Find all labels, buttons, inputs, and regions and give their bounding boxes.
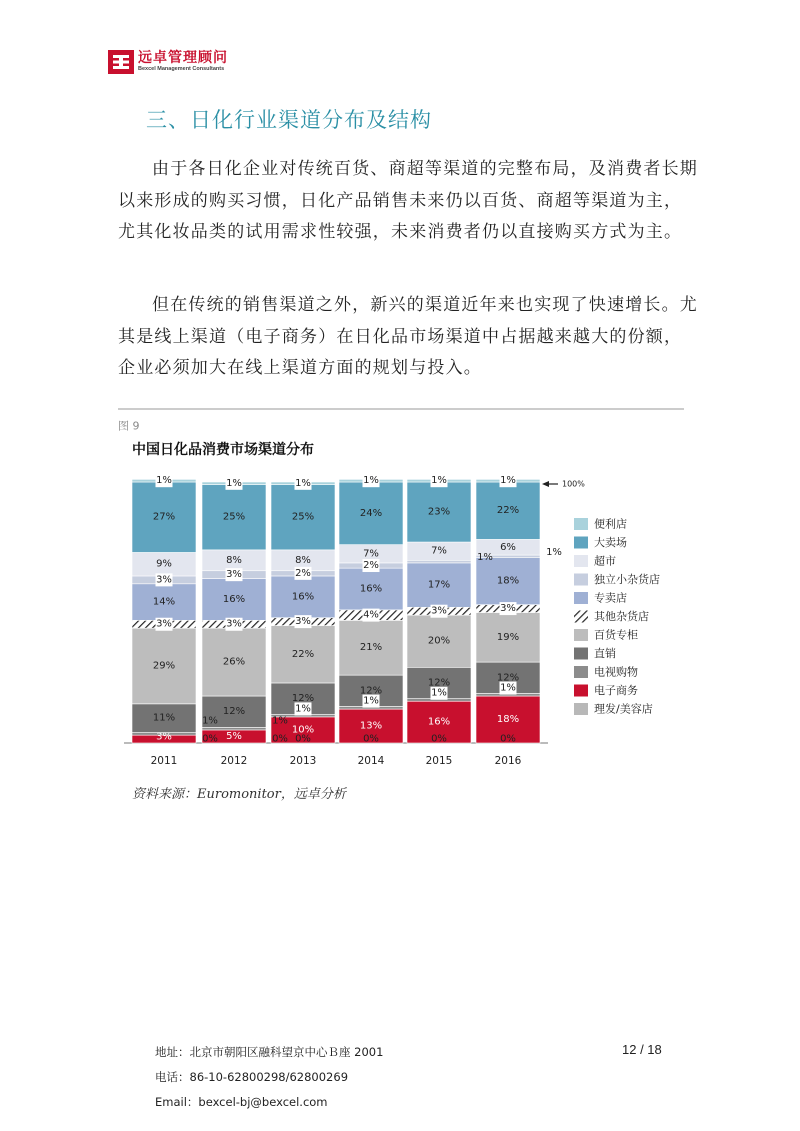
data-label-2014-9: 7% xyxy=(363,548,379,560)
data-label-2015-10: 23% xyxy=(427,506,451,518)
data-label-2013-8: 2% xyxy=(295,567,311,579)
data-label-2012-10: 25% xyxy=(222,511,246,523)
data-label-2015-8: 1% xyxy=(477,552,493,564)
legend-label-7: 百货专柜 xyxy=(594,628,638,642)
legend-swatch-9 xyxy=(574,666,588,678)
data-label-2014-2: 13% xyxy=(359,720,383,732)
data-label-2014-3: 1% xyxy=(363,695,379,707)
data-label-2012-5: 26% xyxy=(222,656,246,668)
data-label-2011-9: 9% xyxy=(156,558,172,570)
data-label-2012-6: 3% xyxy=(226,618,242,630)
section-title: 三、日化行业渠道分布及结构 xyxy=(146,108,432,132)
data-label-2012-11: 1% xyxy=(226,477,242,489)
data-label-2013-3: 1% xyxy=(295,703,311,715)
legend-swatch-7 xyxy=(574,629,588,641)
data-label-2016-7: 18% xyxy=(496,575,520,587)
figure-9 xyxy=(118,400,684,810)
data-label-2016-6: 3% xyxy=(500,603,516,615)
data-label-2015-4: 12% xyxy=(427,677,451,689)
data-label-2012-2: 5% xyxy=(226,730,242,742)
page-number: 12 / 18 xyxy=(622,1042,662,1057)
total-annotation: 100% xyxy=(562,479,585,489)
legend-swatch-2 xyxy=(574,537,588,549)
data-label-2014-11: 1% xyxy=(363,475,379,487)
paragraph-1: 由于各日化企业对传统百货、商超等渠道的完整布局，及消费者长期以来形成的购买习惯，日化产品销售未来仍以百货、商超等渠道为主，尤其化妆品类的试用需求性较强，未来消费者仍以直接购买方式为主。 xyxy=(118,159,698,242)
data-label-2011-5: 29% xyxy=(152,660,176,672)
legend-swatch-5 xyxy=(574,592,588,604)
data-label-2011-11: 1% xyxy=(156,475,172,487)
footer-address: 地址：北京市朝阳区融科望京中心Ｂ座 2001 xyxy=(155,1045,384,1059)
legend-label-6: 其他杂货店 xyxy=(594,610,649,623)
logo-icon xyxy=(108,50,134,74)
logo-english-name: Bexcel Management Consultants xyxy=(138,66,225,73)
data-label-2013-10: 25% xyxy=(291,511,315,523)
legend-label-3: 超市 xyxy=(594,554,616,568)
data-label-2012-1: 0% xyxy=(272,733,288,745)
data-label-2013-4: 12% xyxy=(291,693,315,705)
data-label-2016-1: 0% xyxy=(500,733,516,745)
data-label-2011-10: 27% xyxy=(152,511,176,523)
data-label-2016-2: 18% xyxy=(496,714,520,726)
legend-label-11: 理发/美容店 xyxy=(594,702,653,716)
data-label-2016-11: 1% xyxy=(500,475,516,487)
legend-swatch-3 xyxy=(574,555,588,567)
bar-segment-2012-3 xyxy=(202,727,266,730)
data-label-2014-4: 12% xyxy=(359,685,383,697)
footer-phone: 电话：86-10-62800298/62800269 xyxy=(155,1070,349,1084)
x-tick-label-2013: 2013 xyxy=(289,755,317,767)
data-label-2013-5: 22% xyxy=(291,648,315,660)
legend-label-5: 专卖店 xyxy=(594,591,627,605)
legend-label-4: 独立小杂货店 xyxy=(594,573,660,586)
data-label-2011-8: 3% xyxy=(156,574,172,586)
data-label-2013-7: 16% xyxy=(291,591,315,603)
data-label-2015-6: 3% xyxy=(431,605,447,617)
data-label-2015-9: 7% xyxy=(431,545,447,557)
legend-swatch-6 xyxy=(574,611,588,623)
data-label-2015-2: 16% xyxy=(427,716,451,728)
legend-swatch-10 xyxy=(574,685,588,697)
data-label-2013-6: 3% xyxy=(295,616,311,628)
data-label-2012-9: 8% xyxy=(226,554,242,566)
channel-distribution-chart xyxy=(118,400,684,780)
legend-label-8: 直销 xyxy=(594,647,616,660)
data-label-2011-1: 0% xyxy=(202,733,218,745)
bar-segment-2015-8 xyxy=(407,560,471,563)
x-tick-label-2011: 2011 xyxy=(150,755,178,767)
company-logo xyxy=(108,50,228,74)
source-note: 资料来源：Euromonitor，远卓分析 xyxy=(132,787,346,802)
total-arrow-head xyxy=(542,481,549,487)
data-label-2014-6: 4% xyxy=(363,609,379,621)
chart-title: 中国日化品消费市场渠道分布 xyxy=(132,442,314,458)
legend-label-9: 电视购物 xyxy=(594,665,638,679)
data-label-2014-8: 2% xyxy=(363,560,379,572)
legend-swatch-8 xyxy=(574,648,588,660)
data-label-2012-8: 3% xyxy=(226,569,242,581)
data-label-2012-3: 1% xyxy=(272,715,288,727)
data-label-2016-5: 19% xyxy=(496,631,520,643)
data-label-2016-8: 1% xyxy=(546,546,562,558)
figure-label: 图 9 xyxy=(118,419,140,433)
data-label-2014-5: 21% xyxy=(359,642,383,654)
legend-swatch-4 xyxy=(574,574,588,586)
data-label-2014-7: 16% xyxy=(359,583,383,595)
data-label-2014-1: 0% xyxy=(363,733,379,745)
x-tick-label-2016: 2016 xyxy=(494,755,522,767)
data-label-2016-10: 22% xyxy=(496,505,520,517)
data-label-2012-4: 12% xyxy=(222,706,246,718)
legend-label-10: 电子商务 xyxy=(594,684,638,697)
data-label-2011-3: 1% xyxy=(202,715,218,727)
data-label-2012-7: 16% xyxy=(222,593,246,605)
logo-chinese-name: 远卓管理顾问 xyxy=(138,50,228,67)
data-label-2011-4: 11% xyxy=(152,712,176,724)
legend-swatch-1 xyxy=(574,518,588,530)
data-label-2015-5: 20% xyxy=(427,635,451,647)
data-label-2015-1: 0% xyxy=(431,733,447,745)
data-label-2016-9: 6% xyxy=(500,541,516,553)
data-label-2011-6: 3% xyxy=(156,618,172,630)
footer-email: Email：bexcel-bj@bexcel.com xyxy=(155,1095,328,1109)
data-label-2014-10: 24% xyxy=(359,507,383,519)
paragraph-2: 但在传统的销售渠道之外，新兴的渠道近年来也实现了快速增长。尤其是线上渠道（电子商务）在日化品市场渠道中占据越来越大的份额，企业必须加大在线上渠道方面的规划与投入。 xyxy=(118,295,698,378)
data-label-2011-2: 3% xyxy=(156,731,172,743)
legend-swatch-11 xyxy=(574,703,588,715)
data-label-2013-2: 10% xyxy=(291,724,315,736)
data-label-2011-7: 14% xyxy=(152,596,176,608)
x-tick-label-2012: 2012 xyxy=(220,755,248,767)
data-label-2015-11: 1% xyxy=(431,475,447,487)
x-tick-label-2015: 2015 xyxy=(425,755,453,767)
data-label-2013-9: 8% xyxy=(295,554,311,566)
legend-label-2: 大卖场 xyxy=(594,536,627,549)
data-label-2015-7: 17% xyxy=(427,579,451,591)
data-label-2015-3: 1% xyxy=(431,687,447,699)
legend-label-1: 便利店 xyxy=(594,517,627,531)
data-label-2016-3: 1% xyxy=(500,682,516,694)
data-label-2016-4: 12% xyxy=(496,672,520,684)
x-tick-label-2014: 2014 xyxy=(357,755,385,767)
data-label-2013-1: 0% xyxy=(295,733,311,745)
data-label-2013-11: 1% xyxy=(295,477,311,489)
